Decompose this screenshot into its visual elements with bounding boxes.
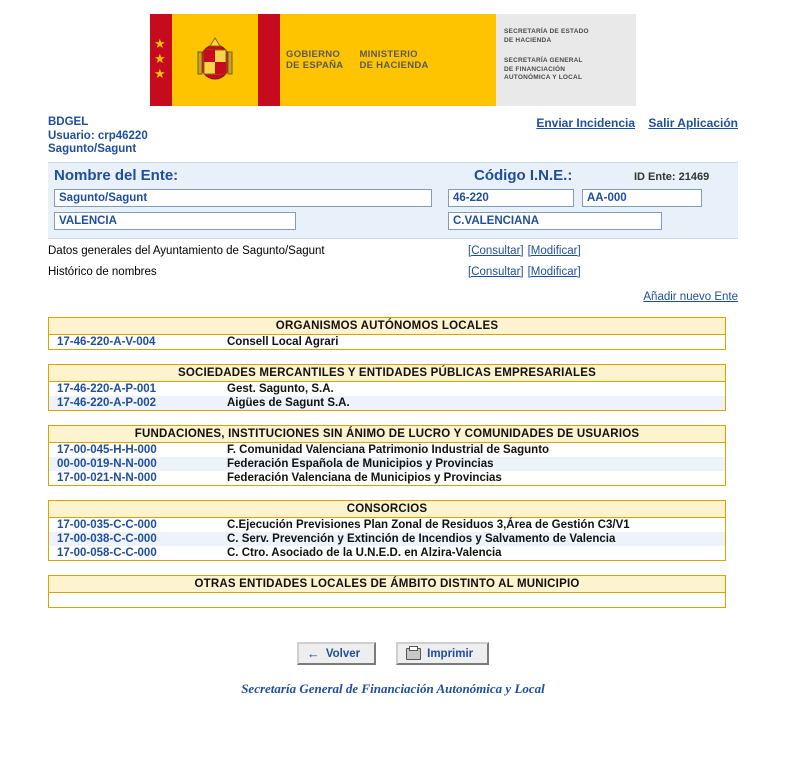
table-row xyxy=(49,443,725,457)
entity-section xyxy=(48,425,726,486)
provincia-input[interactable] xyxy=(54,212,296,230)
entity-name-cell: C.Ejecución Previsiones Plan Zonal de Residuos 3,Área de Gestión C3/V1 xyxy=(227,519,630,531)
entity-section xyxy=(48,575,726,608)
entity-code-link[interactable]: 17-46-220-A-P-002 xyxy=(57,397,157,409)
entity-name-cell: Federación Valenciana de Municipios y Provincias xyxy=(227,472,502,484)
table-row xyxy=(49,532,725,546)
footer-title: Secretaría General de Financiación Autonómica y Local xyxy=(241,681,545,696)
entity-code-cell xyxy=(57,472,227,484)
gobierno-espana-label: GOBIERNO DE ESPAÑA xyxy=(286,49,344,71)
coat-of-arms-icon xyxy=(186,30,244,88)
entity-name-cell: F. Comunidad Valenciana Patrimonio Industrial de Sagunto xyxy=(227,444,550,456)
app-name: BDGEL xyxy=(48,116,89,128)
section-title: ORGANISMOS AUTÓNOMOS LOCALES xyxy=(49,318,725,335)
entity-code-cell xyxy=(57,519,227,531)
table-row xyxy=(49,593,725,607)
entity-code-cell xyxy=(57,397,227,409)
section-title: SOCIEDADES MERCANTILES Y ENTIDADES PÚBLICAS EMPRESARIALES xyxy=(49,365,725,382)
entity-code-link[interactable]: 17-46-220-A-V-004 xyxy=(57,336,156,348)
historico-consultar-link[interactable]: [Consultar] xyxy=(468,266,524,278)
nombre-ente-input[interactable] xyxy=(54,189,432,207)
table-row xyxy=(49,518,725,532)
historico-nombres-label: Histórico de nombres xyxy=(48,266,157,278)
entity-code-cell xyxy=(57,547,227,559)
id-ente-label: ID Ente: 21469 xyxy=(634,171,710,183)
table-row xyxy=(49,396,725,410)
section-title: CONSORCIOS xyxy=(49,501,725,518)
spain-flag xyxy=(150,14,280,106)
section-title: OTRAS ENTIDADES LOCALES DE ÁMBITO DISTINTO AL MUNICIPIO xyxy=(49,576,725,593)
entity-section xyxy=(48,364,726,411)
historico-nombres-row xyxy=(48,266,738,287)
add-new-ente-link[interactable]: Añadir nuevo Ente xyxy=(643,291,738,303)
general-data-rows xyxy=(48,245,738,287)
entity-code-link[interactable]: 17-00-045-H-H-000 xyxy=(57,444,157,456)
add-new-ente-row xyxy=(48,291,738,303)
ente-row-2 xyxy=(54,212,732,230)
table-row xyxy=(49,546,725,560)
entity-code-cell xyxy=(57,533,227,545)
datos-generales-row xyxy=(48,245,738,266)
imprimir-button[interactable] xyxy=(396,642,489,665)
entity-code-cell xyxy=(57,444,227,456)
ente-row-1 xyxy=(54,189,732,207)
entity-code-link[interactable]: 17-00-038-C-C-000 xyxy=(57,533,157,545)
secretaria-general-label: SECRETARÍA GENERAL DE FINANCIACIÓN AUTONÓMICA Y LOCAL xyxy=(504,57,583,81)
entity-name-cell: Federación Española de Municipios y Provincias xyxy=(227,458,494,470)
codigo-ine-label: Código I.N.E.: xyxy=(474,167,573,184)
entity-section xyxy=(48,500,726,561)
datos-generales-label: Datos generales del Ayuntamiento de Sagunto/Sagunt xyxy=(48,245,325,257)
table-row xyxy=(49,457,725,471)
comunidad-autonoma-input[interactable] xyxy=(448,212,662,230)
top-bar xyxy=(0,116,786,162)
ente-panel xyxy=(48,162,738,239)
government-titles xyxy=(280,14,496,106)
entity-section xyxy=(48,317,726,350)
codigo-aa-input[interactable] xyxy=(582,189,702,207)
imprimir-button-label: Imprimir xyxy=(427,647,474,660)
entity-code-link[interactable]: 17-00-035-C-C-000 xyxy=(57,519,157,531)
entity-code-cell xyxy=(57,458,227,470)
table-row xyxy=(49,335,725,349)
entity-code-cell xyxy=(57,383,227,395)
ente-panel-headers xyxy=(54,167,732,184)
ministerio-hacienda-label: MINISTERIO DE HACIENDA xyxy=(359,49,429,71)
ministry-banner xyxy=(150,14,636,106)
nombre-ente-label: Nombre del Ente: xyxy=(54,167,179,184)
table-row xyxy=(49,382,725,396)
volver-button[interactable] xyxy=(297,642,376,665)
entity-sections xyxy=(0,317,786,608)
entity-code-link[interactable]: 17-00-021-N-N-000 xyxy=(57,472,157,484)
entity-code-cell xyxy=(57,336,227,348)
current-ente: Sagunto/Sagunt xyxy=(48,143,137,155)
entity-name-cell: Consell Local Agrari xyxy=(227,336,339,348)
footer-buttons xyxy=(0,642,786,665)
codigo-ine-input[interactable] xyxy=(448,189,574,207)
entity-name-cell: Gest. Sagunto, S.A. xyxy=(227,383,334,395)
entity-code-link[interactable]: 00-00-019-N-N-000 xyxy=(57,458,157,470)
user-name: Usuario: crp46220 xyxy=(48,129,148,142)
entity-name-cell: C. Serv. Prevención y Extinción de Incendios y Salvamento de Valencia xyxy=(227,533,616,545)
entity-name-cell: Aigües de Sagunt S.A. xyxy=(227,397,350,409)
table-row xyxy=(49,471,725,485)
entity-name-cell: C. Ctro. Asociado de la U.N.E.D. en Alzira-Valencia xyxy=(227,547,502,559)
logout-link[interactable]: Salir Aplicación xyxy=(648,116,738,130)
eu-stars-icon: ★ ★ ★ xyxy=(154,36,166,81)
printer-icon xyxy=(406,648,421,660)
entity-code-link[interactable]: 17-46-220-A-P-001 xyxy=(57,383,157,395)
send-incidence-link[interactable]: Enviar Incidencia xyxy=(536,116,636,130)
secretariat-titles xyxy=(496,14,636,106)
datos-generales-modificar-link[interactable]: [Modificar] xyxy=(527,245,581,257)
secretaria-estado-label: SECRETARÍA DE ESTADO DE HACIENDA xyxy=(504,28,589,44)
volver-button-label: Volver xyxy=(325,647,361,660)
datos-generales-consultar-link[interactable]: [Consultar] xyxy=(468,245,524,257)
section-title: FUNDACIONES, INSTITUCIONES SIN ÁNIMO DE LUCRO Y COMUNIDADES DE USUARIOS xyxy=(49,426,725,443)
entity-code-link[interactable]: 17-00-058-C-C-000 xyxy=(57,547,157,559)
left-arrow-icon: ← xyxy=(306,646,320,661)
historico-modificar-link[interactable]: [Modificar] xyxy=(527,266,581,278)
top-links xyxy=(526,116,738,130)
